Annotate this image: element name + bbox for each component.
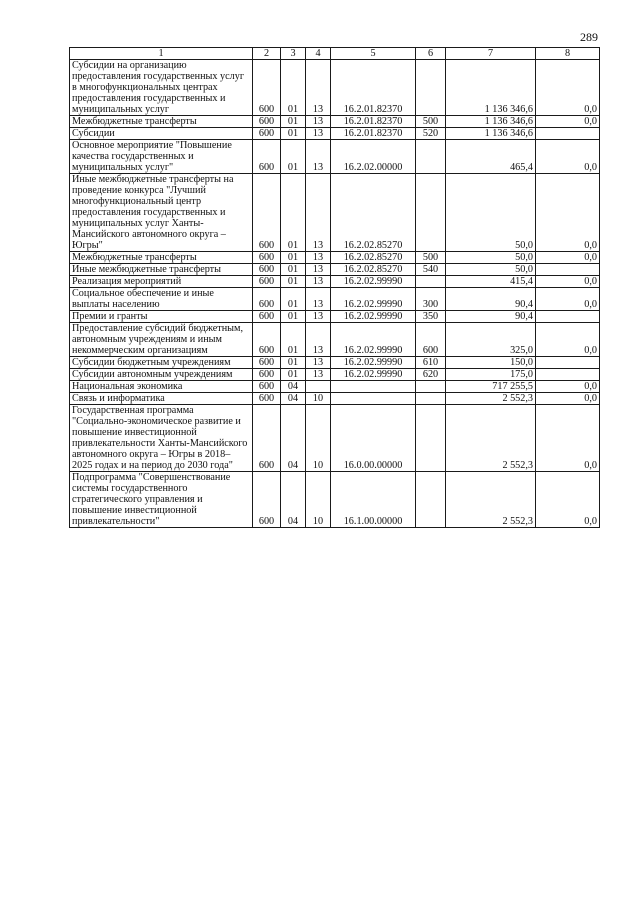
col-3-section: 04 [281, 393, 306, 405]
col-4-subsection: 13 [306, 264, 331, 276]
col-5-target-item: 16.2.02.99990 [331, 276, 416, 288]
row-name: Субсидии бюджетным учреждениям [70, 357, 253, 369]
col-4-subsection: 10 [306, 472, 331, 528]
header-cell: 6 [416, 48, 446, 60]
col-8-amount: 0,0 [536, 381, 600, 393]
table-row [70, 357, 600, 369]
row-name: Межбюджетные трансферты [70, 116, 253, 128]
header-cell: 5 [331, 48, 416, 60]
col-7-amount: 50,0 [446, 252, 536, 264]
page-number: 289 [580, 30, 598, 44]
col-4-subsection: 13 [306, 252, 331, 264]
col-7-amount: 1 136 346,6 [446, 60, 536, 116]
row-name: Связь и информатика [70, 393, 253, 405]
row-name: Национальная экономика [70, 381, 253, 393]
table-row [70, 128, 600, 140]
col-3-section: 01 [281, 60, 306, 116]
table-row [70, 174, 600, 252]
col-4-subsection: 13 [306, 174, 331, 252]
row-name: Подпрограмма "Совершенствование системы государственного стратегического управления и повышение инвестиционной привлекательности" [70, 472, 253, 528]
col-8-amount [536, 369, 600, 381]
col-4-subsection: 13 [306, 140, 331, 174]
col-5-target-item: 16.2.01.82370 [331, 60, 416, 116]
col-6-expense-type: 610 [416, 357, 446, 369]
col-3-section: 01 [281, 323, 306, 357]
col-7-amount: 325,0 [446, 323, 536, 357]
col-7-amount: 415,4 [446, 276, 536, 288]
col-7-amount: 465,4 [446, 140, 536, 174]
row-name: Предоставление субсидий бюджетным, автономным учреждениям и иным некоммерческим организациям [70, 323, 253, 357]
col-6-expense-type: 300 [416, 288, 446, 311]
col-2-code: 600 [253, 472, 281, 528]
col-7-amount: 175,0 [446, 369, 536, 381]
header-cell: 1 [70, 48, 253, 60]
col-2-code: 600 [253, 252, 281, 264]
col-3-section: 01 [281, 128, 306, 140]
table-row [70, 311, 600, 323]
col-8-amount: 0,0 [536, 405, 600, 472]
row-name: Субсидии автономным учреждениям [70, 369, 253, 381]
col-7-amount: 717 255,5 [446, 381, 536, 393]
col-2-code: 600 [253, 393, 281, 405]
col-6-expense-type [416, 60, 446, 116]
col-4-subsection: 13 [306, 60, 331, 116]
col-5-target-item: 16.2.02.99990 [331, 323, 416, 357]
col-5-target-item: 16.2.02.85270 [331, 174, 416, 252]
col-5-target-item [331, 381, 416, 393]
col-6-expense-type: 350 [416, 311, 446, 323]
col-5-target-item: 16.1.00.00000 [331, 472, 416, 528]
col-8-amount: 0,0 [536, 323, 600, 357]
col-2-code: 600 [253, 116, 281, 128]
col-2-code: 600 [253, 264, 281, 276]
col-7-amount: 150,0 [446, 357, 536, 369]
col-8-amount [536, 264, 600, 276]
col-6-expense-type: 620 [416, 369, 446, 381]
col-5-target-item: 16.2.02.99990 [331, 288, 416, 311]
col-7-amount: 50,0 [446, 174, 536, 252]
table-row [70, 252, 600, 264]
col-8-amount: 0,0 [536, 276, 600, 288]
table-row [70, 116, 600, 128]
table-row [70, 276, 600, 288]
col-3-section: 04 [281, 472, 306, 528]
col-4-subsection: 13 [306, 369, 331, 381]
col-5-target-item: 16.0.00.00000 [331, 405, 416, 472]
table-row [70, 369, 600, 381]
col-2-code: 600 [253, 60, 281, 116]
col-7-amount: 2 552,3 [446, 405, 536, 472]
col-8-amount: 0,0 [536, 393, 600, 405]
col-4-subsection: 13 [306, 357, 331, 369]
col-6-expense-type: 540 [416, 264, 446, 276]
row-name: Реализация мероприятий [70, 276, 253, 288]
col-4-subsection: 13 [306, 276, 331, 288]
table-row [70, 288, 600, 311]
col-6-expense-type [416, 405, 446, 472]
header-cell: 8 [536, 48, 600, 60]
col-6-expense-type: 500 [416, 252, 446, 264]
col-5-target-item: 16.2.02.85270 [331, 252, 416, 264]
col-8-amount: 0,0 [536, 288, 600, 311]
col-6-expense-type [416, 140, 446, 174]
row-name: Премии и гранты [70, 311, 253, 323]
col-6-expense-type: 600 [416, 323, 446, 357]
col-5-target-item: 16.2.01.82370 [331, 116, 416, 128]
col-5-target-item: 16.2.02.99990 [331, 357, 416, 369]
col-6-expense-type [416, 393, 446, 405]
col-3-section: 01 [281, 116, 306, 128]
row-name: Государственная программа "Социально-экономическое развитие и повышение инвестиционной привлекательности Ханты-Мансийского автономного округа – Югры в 2018– 2025 годах и на период до 2030 года" [70, 405, 253, 472]
table-row [70, 405, 600, 472]
col-8-amount: 0,0 [536, 140, 600, 174]
col-4-subsection: 13 [306, 116, 331, 128]
col-3-section: 04 [281, 405, 306, 472]
col-7-amount: 1 136 346,6 [446, 128, 536, 140]
col-2-code: 600 [253, 174, 281, 252]
col-6-expense-type: 520 [416, 128, 446, 140]
col-8-amount: 0,0 [536, 252, 600, 264]
col-2-code: 600 [253, 128, 281, 140]
table-row [70, 60, 600, 116]
table-row [70, 381, 600, 393]
col-8-amount: 0,0 [536, 472, 600, 528]
col-8-amount: 0,0 [536, 60, 600, 116]
row-name: Социальное обеспечение и иные выплаты населению [70, 288, 253, 311]
col-8-amount [536, 357, 600, 369]
col-3-section: 01 [281, 276, 306, 288]
col-8-amount [536, 128, 600, 140]
col-5-target-item: 16.2.02.99990 [331, 369, 416, 381]
col-3-section: 01 [281, 140, 306, 174]
col-3-section: 01 [281, 264, 306, 276]
header-cell: 4 [306, 48, 331, 60]
col-3-section: 01 [281, 174, 306, 252]
col-3-section: 01 [281, 252, 306, 264]
col-5-target-item: 16.2.02.99990 [331, 311, 416, 323]
col-2-code: 600 [253, 140, 281, 174]
col-8-amount: 0,0 [536, 174, 600, 252]
col-4-subsection: 13 [306, 311, 331, 323]
header-cell: 2 [253, 48, 281, 60]
col-8-amount: 0,0 [536, 116, 600, 128]
col-2-code: 600 [253, 311, 281, 323]
col-2-code: 600 [253, 357, 281, 369]
row-name: Субсидии на организацию предоставления государственных услуг в многофункциональных центрах предоставления государственных и муниципальных услуг [70, 60, 253, 116]
col-7-amount: 90,4 [446, 288, 536, 311]
col-2-code: 600 [253, 323, 281, 357]
header-cell: 3 [281, 48, 306, 60]
col-2-code: 600 [253, 381, 281, 393]
table-row [70, 323, 600, 357]
col-7-amount: 2 552,3 [446, 393, 536, 405]
col-5-target-item [331, 393, 416, 405]
col-6-expense-type: 500 [416, 116, 446, 128]
col-3-section: 01 [281, 369, 306, 381]
col-4-subsection: 13 [306, 323, 331, 357]
col-4-subsection: 10 [306, 405, 331, 472]
col-8-amount [536, 311, 600, 323]
table-header-row [70, 48, 600, 60]
table-row [70, 264, 600, 276]
col-4-subsection [306, 381, 331, 393]
row-name: Субсидии [70, 128, 253, 140]
col-2-code: 600 [253, 369, 281, 381]
table-row [70, 393, 600, 405]
col-3-section: 04 [281, 381, 306, 393]
col-6-expense-type [416, 381, 446, 393]
table-row [70, 140, 600, 174]
row-name: Основное мероприятие "Повышение качества государственных и муниципальных услуг" [70, 140, 253, 174]
col-7-amount: 2 552,3 [446, 472, 536, 528]
header-cell: 7 [446, 48, 536, 60]
col-7-amount: 50,0 [446, 264, 536, 276]
col-7-amount: 90,4 [446, 311, 536, 323]
col-4-subsection: 13 [306, 128, 331, 140]
row-name: Иные межбюджетные трансферты на проведение конкурса "Лучший многофункциональный центр предоставления государственных и муниципальных услуг Ханты-Мансийского автономного округа – Югры" [70, 174, 253, 252]
col-3-section: 01 [281, 357, 306, 369]
budget-table [69, 47, 600, 528]
col-7-amount: 1 136 346,6 [446, 116, 536, 128]
col-2-code: 600 [253, 405, 281, 472]
row-name: Межбюджетные трансферты [70, 252, 253, 264]
row-name: Иные межбюджетные трансферты [70, 264, 253, 276]
table-row [70, 472, 600, 528]
col-6-expense-type [416, 276, 446, 288]
col-3-section: 01 [281, 288, 306, 311]
col-2-code: 600 [253, 288, 281, 311]
col-2-code: 600 [253, 276, 281, 288]
col-4-subsection: 10 [306, 393, 331, 405]
col-5-target-item: 16.2.02.00000 [331, 140, 416, 174]
col-3-section: 01 [281, 311, 306, 323]
col-5-target-item: 16.2.01.82370 [331, 128, 416, 140]
col-6-expense-type [416, 174, 446, 252]
col-6-expense-type [416, 472, 446, 528]
col-5-target-item: 16.2.02.85270 [331, 264, 416, 276]
col-4-subsection: 13 [306, 288, 331, 311]
